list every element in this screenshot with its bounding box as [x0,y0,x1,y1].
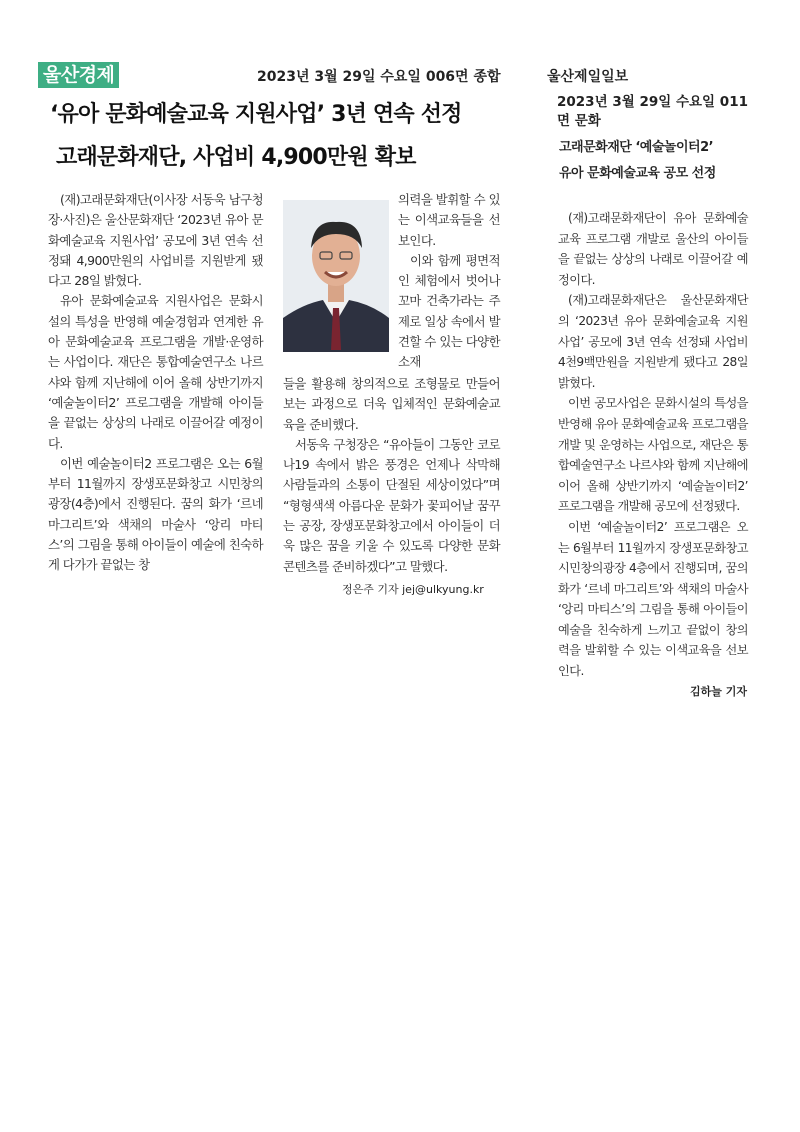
left-byline: 정은주 기자 jej@ulkyung.kr [342,583,484,596]
left-dateline: 2023년 3월 29일 수요일 006면 종합 [257,69,501,85]
paragraph: (재)고래문화재단은 울산문화재단의 ‘2023년 유아 문화예술교육 지원사업’ 공모에 3년 연속 선정돼 사업비 4천9백만원을 지원받게 됐다고 28일 밝혔다. [558,293,748,390]
paragraph: (재)고래문화재단(이사장 서동욱 남구청장·사진)은 울산문화재단 ‘2023년 유아 문화예술교육 지원사업’ 공모에 3년 연속 선정돼 4,900만원의 사업비를 지원받게 됐다고 28일 밝혔다. [48,192,263,289]
paragraph: (재)고래문화재단이 유아 문화예술 교육 프로그램 개발로 울산의 아이들을 끝없는 상상의 나래로 이끌어갈 예정이다. [558,211,748,287]
left-headline-sub: 고래문화재단, 사업비 4,900만원 확보 [56,145,416,170]
right-article-body [558,208,748,682]
right-byline: 김하늘 기자 [690,685,747,698]
paragraph: 유아 문화예술교육 지원사업은 문화시설의 특성을 반영해 예술경험과 연계한 유아 문화예술교육 프로그램을 개발·운영하는 사업이다. 재단은 통합예술연구소 나르샤와 함께 지난해에 이어 올해 상반기까지 ‘예술놀이터2’ 프로그램을 개발해 아이들을 끝없는 상상의 나래로 이끌어갈 예정이다. [48,293,263,451]
paragraph: 이번 공모사업은 문화시설의 특성을 반영해 유아 문화예술교육 프로그램을 개발 및 운영하는 사업으로, 재단은 통합예술연구소 나르샤와 함께 지난해에 이어 올해 상반기까지 ‘예술놀이터2’ 프로그램을 개발해 공모에 선정됐다. [558,396,748,514]
paragraph: 이번 ‘예술놀이터2’ 프로그램은 오는 6월부터 11월까지 장생포문화창고 시민창의광장 4층에서 진행되며, 꿈의 화가 ‘르네 마그리트’와 색채의 마술사 ‘앙리 마티스’의 그림을 통해 아이들이 예술을 친숙하게 느끼고 끝없이 창의력을 발휘할 수 있는 이색교육을 선보인다. [558,519,748,679]
right-dateline-line1: 2023년 3월 29일 수요일 011 [557,94,748,110]
paragraph: 의력을 발휘할 수 있는 이색교육들을 선보인다. [398,192,500,248]
right-dateline-line2: 면 문화 [557,113,601,129]
right-headline-sub: 유아 문화예술교육 공모 선정 [559,166,716,181]
portrait-photo [283,200,389,352]
right-headline-main: 고래문화재단 ‘예술놀이터2’ [559,140,714,155]
left-article-column-2-top [398,190,500,373]
paragraph: 이번 예술놀이터2 프로그램은 오는 6월부터 11월까지 장생포문화창고 시민창의광장(4층)에서 진행된다. 꿈의 화가 ‘르네 마그리트’와 색채의 마술사 ‘앙리 마티스’의 그림을 통해 아이들이 예술에 친숙하게 다가가 끝없는 창 [48,455,263,573]
newspaper-logo-ulsan-economy: 울산경제 [38,62,119,88]
paragraph: 들을 활용해 창의적으로 조형물로 만들어보는 과정으로 더욱 입체적인 문화예술교육을 준비했다. [283,376,500,432]
paragraph: 이와 함께 평면적인 체험에서 벗어나 꼬마 건축가라는 주제로 일상 속에서 발견할 수 있는 다양한 소재 [398,252,500,370]
left-article-column-2-bottom [283,374,500,577]
left-article-column-1 [48,190,263,576]
paragraph: 서동욱 구청장은 “유아들이 그동안 코로나19 속에서 밝은 풍경은 언제나 삭막해 사람들과의 소통이 단절된 세상이었다”며 “형형색색 아름다운 문화가 꽃피어날 꿈꾸는 공장, 장생포문화창고에서 아이들이 더욱 많은 꿈을 키울 수 있도록 다양한 문화콘텐츠를 준비하겠다”고 말했다. [283,436,500,574]
left-headline-main: ‘유아 문화예술교육 지원사업’ 3년 연속 선정 [50,102,462,127]
right-newspaper-name: 울산제일일보 [547,69,629,85]
